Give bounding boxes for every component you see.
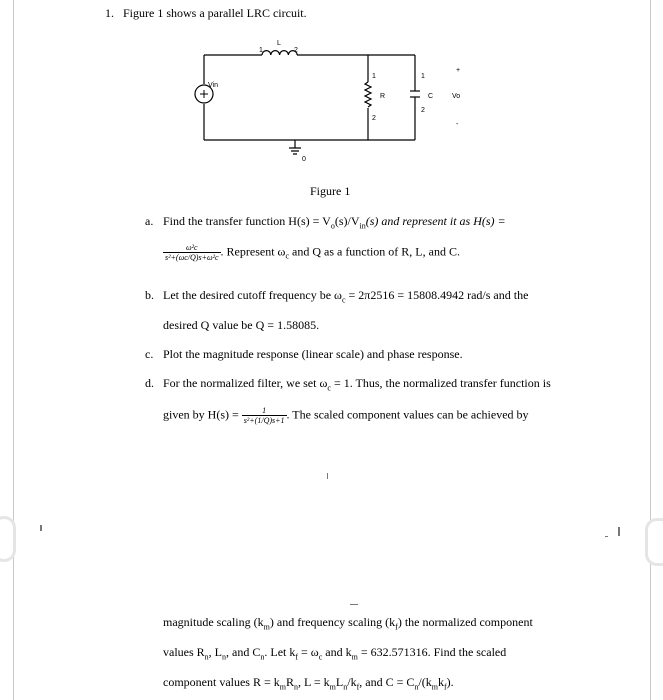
inductor-symbol	[262, 51, 297, 55]
page-curl-left	[0, 516, 16, 562]
capacitor-node-1: 1	[421, 73, 425, 80]
resistor-node-2: 2	[372, 115, 376, 122]
output-label: Vo	[452, 93, 461, 100]
resistor-node-1: 1	[372, 73, 376, 80]
circuit-diagram	[0, 0, 663, 200]
question-number: 1.	[105, 6, 114, 20]
part-a-marker: a.	[145, 214, 154, 228]
capacitor-node-2: 2	[421, 107, 425, 114]
part-b-marker: b.	[145, 288, 154, 302]
inductor-node-1: 1	[259, 47, 263, 54]
continuation-line3: component values $R = k_mR_n$, $L = k_mL_n/k_f$, and $C = C_n/(k_mk_f)$.	[163, 675, 454, 692]
scan-mark-right-a	[605, 536, 608, 537]
page-curl-right	[645, 518, 663, 566]
capacitor-label: C	[428, 93, 434, 100]
transfer-function-fraction: $\frac{\text{ω²c}}{\text{s²+(ωc/Q)s+ω²c}}$	[165, 243, 219, 262]
resistor-symbol	[365, 82, 371, 107]
part-c-marker: c.	[145, 347, 154, 361]
voltage-source-polarity	[200, 90, 208, 98]
part-b-line1: Let the desired cutoff frequency be $\omega_c = 2\pi 2516 = 15808.4942$ rad/s and the	[163, 288, 529, 305]
figure-caption: Figure 1	[310, 184, 351, 198]
scan-mark-left	[40, 525, 42, 531]
inductor-node-2: 2	[294, 47, 298, 54]
part-a-line1: Find the transfer function $H(s) = V_o(s)/V_{in}(s)$ and represent it as H(s) =	[163, 214, 506, 231]
part-d-line2: given by H(s) = $\frac{1}{\text{s²+(1/Q)s+1}}$ . The scaled component values can be achieved by	[163, 406, 529, 425]
ground-label: 0	[302, 156, 306, 163]
output-plus: +	[456, 67, 461, 74]
part-b-line2: desired Q value be Q = 1.58085.	[163, 318, 320, 332]
ground-symbol	[289, 148, 301, 154]
inductor-label: L	[277, 40, 281, 47]
scan-dots	[350, 604, 358, 605]
part-a-line2: $\frac{\text{ω²c}}{\text{s²+(ωc/Q)s+ω²c}}$ . Represent $\omega_c$ and Q as a function of R, L, and C.	[165, 243, 460, 262]
scan-mark-right-b	[618, 527, 620, 536]
output-minus: -	[456, 121, 459, 128]
part-d-marker: d.	[145, 376, 154, 390]
vin-label: Vin	[208, 82, 218, 89]
part-c-text: Plot the magnitude response (linear scale) and phase response.	[163, 347, 463, 361]
scan-mark	[327, 473, 328, 479]
continuation-line1: magnitude scaling $(k_m)$ and frequency scaling $(k_f)$ the normalized component	[163, 615, 533, 632]
part-d-line1: For the normalized filter, we set $\omega_c = 1$. Thus, the normalized transfer function is	[163, 376, 551, 393]
continuation-line2: values $R_n$, $L_n$, and $C_n$. Let $k_f = \omega_c$ and $k_m = 632.571316$. Find the scaled	[163, 645, 507, 662]
resistor-label: R	[380, 93, 386, 100]
normalized-transfer-function-fraction: $\frac{1}{\text{s²+(1/Q)s+1}}$	[243, 406, 285, 425]
question-title: Figure 1 shows a parallel LRC circuit.	[123, 6, 307, 20]
